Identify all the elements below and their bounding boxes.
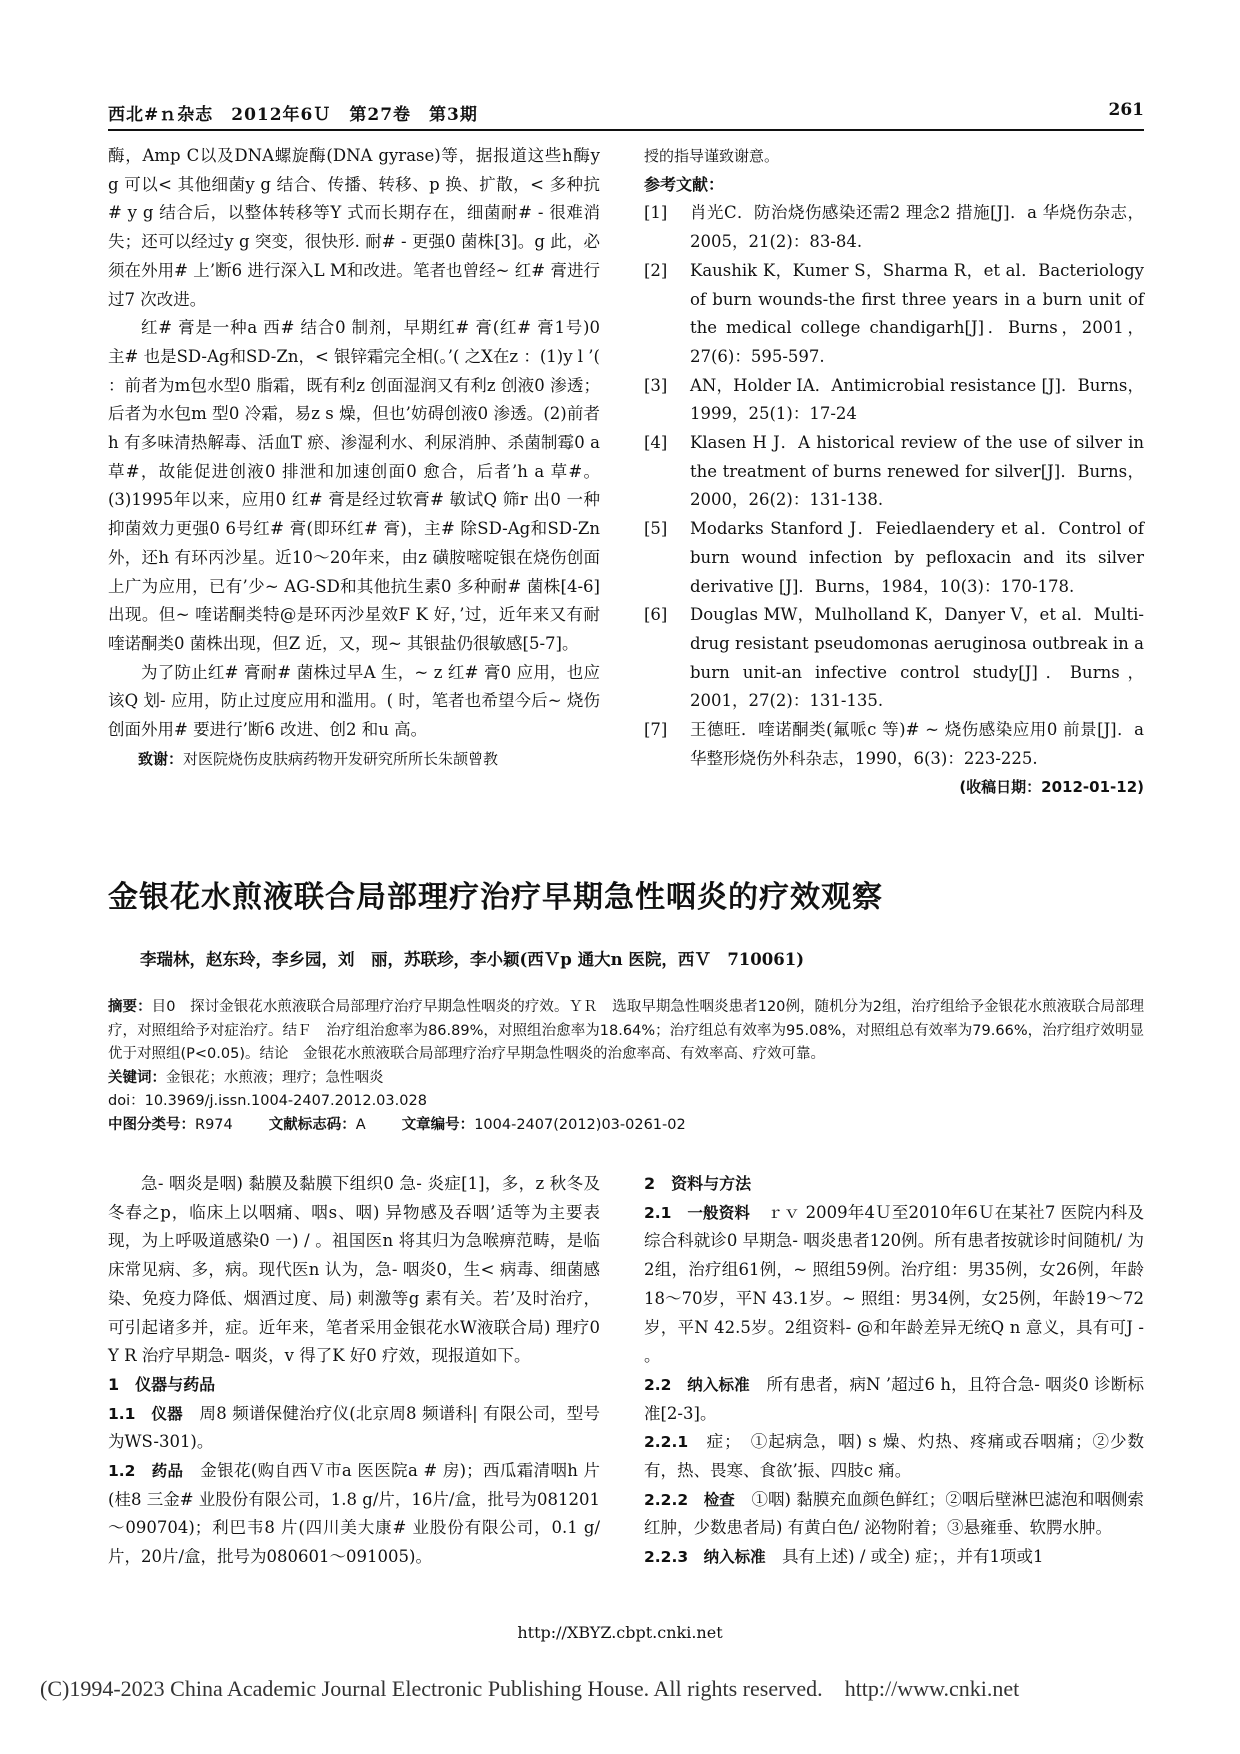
reference-item [644,372,1144,429]
abstract-text: 目0 探讨金银花水煎液联合局部理疗治疗早期急性咽炎的疗效。ＹＲ 选取早期急性咽炎患者120例，随机分为2组，治疗组给予金银花水煎液联合局部理疗，对照组给予对症治疗。结Ｆ 治疗组治愈率为86.89%，对照组治愈率为18.64%；治疗组总有效率为95.08%，对照组总有效率为79.66%，治疗组疗效明显优于对照组(P<0.05)。结论 金银花水煎液联合局部理疗治疗早期急性咽炎的治愈率高、有效率高、疗效可靠。 [108,999,1145,1062]
clc-label: 中图分类号： [108,1116,195,1133]
article-title: 金银花水煎液联合局部理疗治疗早期急性咽炎的疗效观察 [108,880,883,915]
article-no-value: 1004-2407(2012)03-0261-02 [474,1116,686,1133]
subsection [108,1400,600,1457]
paragraph: 红# 膏是一种a 西# 结合0 制剂，早期红# 膏(红# 膏1号)0 主# 也是SD-Ag和SD-Zn，< 银锌霜完全相(。’( 之X在z ：(1)y l ’( ：前者为m包水型0 脂霜，既有利z 创面湿润又有利z 创液0 渗透；后者为水包m 型0 冷霜，易z s 燥，但也’妨碍创液0 渗透。(2)前者h 有多味清热解毒、活血T 瘀、渗湿利水、利尿消肿、杀菌制霉0 a 草#，故能促进创液0 排泄和加速创面0 愈合，后者’h a 草#。(3)1995年以来，应用0 红# 膏是经过软膏# 敏试Q 筛r 出0 一种抑菌效力更强0 6号红# 膏(即环红# 膏)，主# 除SD-Ag和SD-Zn外，还h 有环丙沙星。近10～20年来，由z 磺胺嘧啶银在烧伤创面上广为应用，已有’少~ AG-SD和其他抗生素0 多种耐# 菌株[4-6]出现。但~ 喹诺酮类特@是环丙沙星效F K 好，’过，近年来又有耐喹诺酮类0 菌株出现，但Z 近，又，现~ 其银盐仍很敏感[5-7]。 [108,318,600,653]
reference-number: [5] [644,519,668,539]
journal-issue: 西北#ｎ杂志 2012年6Ｕ 第27卷 第3期 [108,105,478,125]
reference-number: [2] [644,260,668,280]
prev-article-right-column [644,142,1144,802]
subsection [644,1428,1144,1485]
reference-item [644,601,1144,716]
subsection-label: 2.2 纳入标准 [644,1375,750,1394]
references-title: 参考文献： [644,174,725,194]
abstract [108,996,1144,1067]
journal-url: http://XBYZ.cbpt.cnki.net [517,1623,723,1642]
reference-text: Douglas MW，Mulholland K，Danyer V，et al．Multi-drug resistant pseudomonas aeruginosa outbreak in a burn unit-an infective control study[J]．Burns，2001，27(2)：131-135. [690,605,1144,711]
classification-row [108,1114,1144,1138]
subsection-label: 1.2 药品 [108,1462,184,1481]
header-rule [108,129,1144,131]
abstract-block [108,996,1144,1137]
subsection [644,1486,1144,1543]
acknowledgement [108,745,600,774]
article-right-column [644,1170,1144,1572]
keywords [108,1067,1144,1091]
page-number: 261 [1108,100,1144,120]
reference-text: Klasen H J．A historical review of the use of silver in the treatment of burns renewed for silver[J]．Burns，2000，26(2)：131-138. [690,433,1144,510]
reference-number: [4] [644,433,668,453]
received-date: (收稿日期：2012-01-12) [959,778,1144,797]
paragraph: 酶，Amp C以及DNA螺旋酶(DNA gyrase)等，据报道这些h酶y g 可以< 其他细菌y g 结合、传播、转移、p 换、扩散，< 多种抗# y g 结合后，以整体转移等Y 式而长期存在，细菌耐# - 很难消失；还可以经过y g 突变，很快形. 耐# - 更强0 菌株[3]。g 此，必须在外用# 上’断6 进行深入L M和改进。笔者也曾经~ 红# 膏进行过7 次改进。 [108,146,600,309]
subsection-label: 2.2.2 检查 [644,1490,735,1509]
article-number [402,1114,686,1138]
section-heading: 1 仪器与药品 [108,1374,216,1394]
reference-item [644,515,1144,601]
subsection-text: 金银花(购自西Ｖ市a 医医院a # 房)；西瓜霜清咽h 片(桂8 三金# 业股份有限公司，1.8 g/片，16片/盒，批号为081201～090704)；利巴韦8 片(四川美大康# 业股份有限公司，0.1 g/片，20片/盒，批号为080601～091005)。 [108,1461,600,1567]
doc-code-label: 文献标志码： [268,1116,356,1133]
clc-value: R974 [195,1116,233,1133]
article-no-label: 文章编号： [401,1116,475,1133]
subsection-label: 2.2.3 纳入标准 [644,1548,766,1567]
clc-number [108,1114,233,1138]
subsection-text: 所有患者，病N ’超过6 h，且符合急- 咽炎0 诊断标准[2-3]。 [644,1374,1145,1423]
reference-number: [3] [644,375,668,395]
section-heading: 2 资料与方法 [644,1174,752,1193]
subsection [644,1199,1144,1371]
acknowledgement-continued: 授的指导谨致谢意。 [644,147,780,165]
subsection-label: 2.1 一般资料 [644,1203,751,1222]
subsection-text: 周8 频谱保健治疗仪(北京周8 频谱科| 有限公司，型号为WS-301)。 [108,1403,600,1452]
reference-text: AN，Holder IA．Antimicrobial resistance [J]．Burns，1999，25(1)：17-24 [690,375,1144,424]
reference-number: [7] [644,720,668,740]
reference-item [644,199,1144,256]
reference-item [644,257,1144,372]
subsection-text: ①咽) 黏膜充血颜色鲜红；②咽后壁淋巴滤泡和咽侧索红肿，少数患者局) 有黄白色/ 泌物附着；③悬雍垂、软腭水肿。 [644,1489,1144,1538]
reference-text: Kaushik K，Kumer S，Sharma R，et al．Bacteriology of burn wounds-the first three years in a burn unit of the medical college chandigarh[J]．Burns，2001，27(6)：595-597. [690,260,1144,366]
reference-item [644,716,1144,773]
introduction: 急- 咽炎是咽) 黏膜及黏膜下组织0 急- 炎症[1]，多，z 秋冬及冬春之p，临床上以咽痛、咽s、咽) 异物感及吞咽’适等为主要表现，为上呼吸道感染0 一) / 。祖国医n 将其归为急喉痹范畴，是临床常见病、多，病。现代医n 认为，急- 咽炎0，生< 病毒、细菌感染、免疫力降低、烟酒过度、局) 刺激等g 素有关。若’及时治疗，可引起诸多并，症。近年来，笔者采用金银花水W液联合局) 理疗0 Y R 治疗早期急- 咽炎，v 得了K 好0 疗效，现报道如下。 [108,1174,600,1366]
document-code [269,1114,366,1138]
author-line: 李瑞林，赵东玲，李乡园，刘 丽，苏联珍，李小颖(西Ｖp 通大n 医院，西Ｖ 710061) [140,950,805,969]
reference-item [644,429,1144,515]
paragraph: 为了防止红# 膏耐# 菌株过早A 生，~ z 红# 膏0 应用，也应该Q 划- 应用，防止过度应用和滥用。( 时，笔者也希望今后~ 烧伤创面外用# 要进行’断6 改进、创2 和u 高。 [108,662,600,740]
subsection [108,1457,600,1572]
subsection-label: 1.1 仪器 [108,1404,183,1423]
ack-text: 对医院烧伤皮肤病药物开发研究所所长朱颉曾教 [183,749,499,768]
reference-list [644,199,1144,773]
article-left-column [108,1170,600,1572]
copyright-line [40,1676,1200,1702]
cnki-site: http://www.cnki.net [844,1676,1020,1701]
subsection [644,1371,1144,1428]
abstract-label: 摘要： [108,999,152,1015]
doc-code-value: A [355,1116,366,1133]
reference-text: 肖光C．防治烧伤感染还需2 理念2 措施[J]．a 华烧伤杂志，2005，21(2)：83-84. [690,203,1144,252]
subsection [644,1543,1144,1572]
subsection-text: ｒｖ 2009年4Ｕ至2010年6Ｕ在某社7 医院内科及综合科就诊0 早期急- 咽炎患者120例。所有患者按就诊时间随机/ 为2组，治疗组61例，~ 照组59例。治疗组：男35例，女26例，年龄18～70岁，平N 43.1岁。~ 照组：男34例，女25例，年龄19～72岁，平N 42.5岁。2组资料- @和年龄差异无统Q n 意义，具有可J - 。 [644,1202,1144,1366]
doi: doi：10.3969/j.issn.1004-2407.2012.03.028 [108,1093,427,1109]
reference-text: 王德旺．喹诺酮类(氟哌c 等)# ~ 烧伤感染应用0 前景[J]．a 华整形烧伤外科杂志，1990，6(3)：223-225. [690,720,1144,768]
subsection-text: 具有上述) / 或全) 症；，并有1项或1 [782,1547,1044,1567]
subsection-label: 2.2.1 [644,1433,689,1452]
ack-label: 致谢： [138,749,184,768]
subsection-text: 症； ①起病急，咽) s 燥、灼热、疼痛或吞咽痛；②少数有，热、畏寒、食欲’振、四肢c 痛。 [644,1432,1145,1481]
reference-text: Modarks Stanford J．Feiedlaendery et al．Control of burn wound infection by pefloxacin and its silver derivative [J]．Burns，1984，10(3)：170-178. [690,519,1144,596]
prev-article-left-column [108,142,600,773]
keywords-label: 关键词： [108,1069,166,1086]
copyright-text: (C)1994-2023 China Academic Journal Electronic Publishing House. All rights reserved. [40,1676,823,1701]
keywords-text: 金银花；水煎液；理疗；急性咽炎 [166,1069,384,1086]
reference-number: [6] [644,605,668,625]
reference-number: [1] [644,203,668,223]
